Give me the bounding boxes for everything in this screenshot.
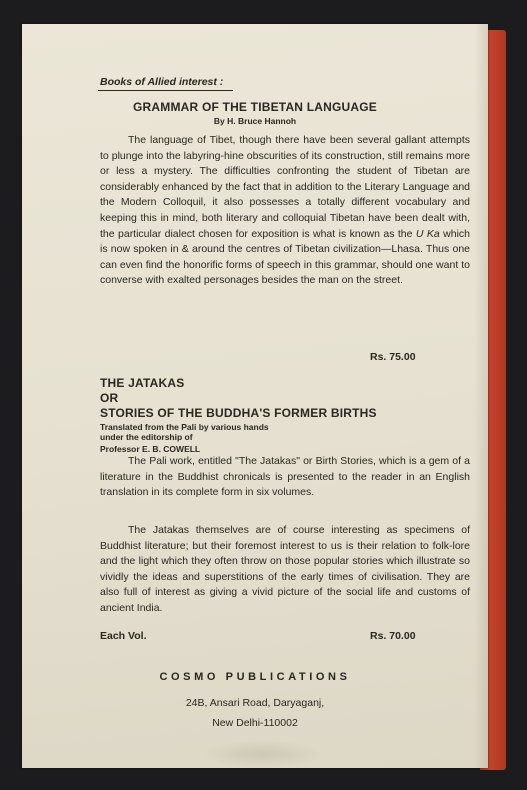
book2-price: Rs. 70.00: [370, 630, 416, 642]
book2-title-line2: OR: [100, 391, 119, 405]
book2-title-line3: STORIES OF THE BUDDHA'S FORMER BIRTHS: [100, 406, 377, 420]
book1-description-emphasis: U Ka: [415, 227, 440, 240]
book1-author: By H. Bruce Hannoh: [213, 116, 297, 126]
publisher-address-line2: New Delhi-110002: [212, 717, 298, 729]
book2-price-label: Each Vol.: [100, 630, 147, 642]
book2-translated-line2: under the editorship of: [100, 432, 193, 442]
book-back-cover: [22, 24, 488, 768]
book2-title-line1: THE JATAKAS: [100, 376, 185, 390]
series-label: Books of Allied interest :: [98, 76, 233, 91]
book2-translated-line1: Translated from the Pali by various hands: [100, 422, 269, 432]
book1-description-part1: The language of Tibet, though there have been several gallant attempts to plunge into the labyring-hine obscurities of its construction, still remains more or less a mystery. The difficulties confronting the student of Tibetan are considerably enhanced by the fact that in addition to the Literary Language and the Modern Colloquil, it also possesses a totally different vocabulary and keeping this in mind, both literary and colloquial Tibetan have been dealt with, the particular dialect chosen for exposition is what is known as the: [100, 134, 470, 240]
publisher-address-line1: 24B, Ansari Road, Daryaganj,: [185, 697, 325, 709]
publisher-name: COSMO PUBLICATIONS: [159, 671, 351, 683]
book2-paragraph1: The Pali work, entitled "The Jatakas" or Birth Stories, which is a gem of a literature in the Buddhist chronicals is presented to the reader in an English translation in its complete form in six volumes.: [100, 455, 470, 499]
book1-description-part2: which is now spoken in & around the centres of Tibetan civilization—Lhasa. Thus one can even find the honorific forms of speech in this grammar, should one want to converse with exalted personages besides the man on the street.: [100, 227, 470, 287]
book2-editor: Professor E. B. COWELL: [100, 444, 201, 454]
book1-description: [100, 133, 470, 289]
paper-wear-mark: [202, 740, 322, 768]
book1-title: GRAMMAR OF THE TIBETAN LANGUAGE: [133, 100, 377, 114]
book2-paragraph2: The Jatakas themselves are of course interesting as specimens of Buddhist literature; but their foremost interest to us is their relation to folk-lore and the light which they often throw on those popular stories which illustrate so vividly the ideas and superstitions of the early times of civilisation. They are also full of interest as giving a vivid picture of the social life and customs of ancient India.: [100, 524, 470, 614]
cover-edge-shadow: [474, 24, 488, 768]
book1-price: Rs. 75.00: [370, 351, 416, 363]
